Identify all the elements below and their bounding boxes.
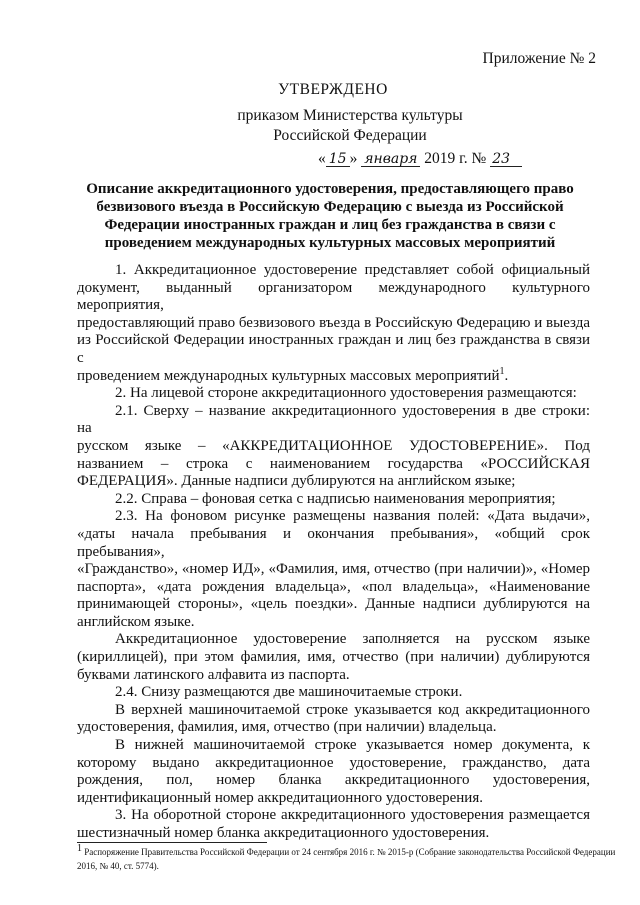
paragraph-line: «Гражданство», «номер ИД», «Фамилия, имя, отчество (при наличии)», «Номер (77, 561, 590, 578)
date-close-quote: » (349, 150, 358, 167)
paragraph-text: 2. На лицевой стороне аккредитационного удостоверения размещаются: (115, 385, 577, 402)
order-line-1: приказом Министерства культуры (237, 107, 463, 124)
paragraph-line: паспорта», «дата рождения владельца», «пол владельца», «Наименование (77, 578, 590, 595)
paragraph-last-line (77, 365, 590, 386)
document-body (77, 262, 590, 843)
paragraph-text: ФЕДЕРАЦИЯ». Данные надписи дублируются на английском языке; (77, 473, 516, 490)
paragraph-line: В нижней машиночитаемой строке указывается номер документа, к (115, 737, 590, 754)
order-date-line (318, 150, 522, 168)
paragraph-text: 2.4. Снизу размещаются две машиночитаемые строки. (115, 684, 463, 701)
paragraph-line: 3. На оборотной стороне аккредитационного удостоверения размещается (115, 807, 590, 824)
paragraph-last-line (77, 491, 590, 509)
paragraph-line: рождения, пол, номер бланка аккредитационного удостоверения, (77, 772, 590, 789)
paragraph-line: документ, выданный организатором международного культурного мероприятия, (77, 279, 590, 314)
paragraph-last-line (77, 667, 590, 685)
paragraph-last-line (77, 825, 590, 843)
paragraph-text: идентификационный номер аккредитационного удостоверения. (77, 789, 483, 806)
paragraph-last-line (77, 473, 590, 491)
paragraph-line: предоставляющий право безвизового въезда в Российскую Федерацию и выезда (77, 314, 590, 331)
footnote-reference: 1 (499, 365, 505, 377)
paragraph-text: проведением международных культурных массовых мероприятий (77, 367, 500, 384)
footnote-mark: 1 (77, 843, 82, 854)
paragraph-line: которому выдано аккредитационное удостоверение, гражданство, дата (77, 754, 590, 771)
paragraph-text: удостоверения, фамилия, имя, отчество (при наличии) владельца. (77, 719, 497, 736)
footnote-line-2: 2016, № 40, ст. 5774). (77, 861, 159, 871)
title-line: Федерации иностранных граждан и лиц без гражданства в связи с (104, 217, 556, 233)
paragraph-last-line (77, 790, 590, 808)
footnote-divider (77, 842, 267, 843)
paragraph-line: «даты начала пребывания и окончания пребывания», «общий срок пребывания», (77, 525, 590, 560)
order-line-2: Российской Федерации (273, 127, 427, 144)
appendix-label: Приложение № 2 (482, 50, 596, 67)
title-line: Описание аккредитационного удостоверения, предоставляющего право (86, 181, 574, 197)
paragraph-text: английском языке. (77, 613, 195, 630)
paragraph-end-punct: . (504, 367, 509, 384)
paragraph-text: 2.2. Справа – фоновая сетка с надписью наименования мероприятия; (115, 490, 556, 507)
paragraph-line: В верхней машиночитаемой строке указывается код аккредитационного (115, 701, 590, 718)
paragraph-line: 1. Аккредитационное удостоверение представляет собой официальный (115, 262, 590, 278)
paragraph-text: шестизначный номер бланка аккредитационного удостоверения. (77, 825, 490, 841)
paragraph-line: названием – строка с наименованием государства «РОССИЙСКАЯ (77, 455, 590, 472)
handwritten-day: 15 (326, 152, 350, 167)
paragraph-line: русском языке – «АККРЕДИТАЦИОННОЕ УДОСТОВЕРЕНИЕ». Под (77, 437, 590, 454)
approved-stamp: УТВЕРЖДЕНО (278, 81, 388, 98)
date-year: 2019 г. № (424, 150, 487, 167)
footnote (77, 843, 616, 873)
paragraph-line: 2.3. На фоновом рисунке размещены названия полей: «Дата выдачи», (115, 508, 590, 525)
paragraph-last-line (77, 385, 590, 403)
paragraph-line: из Российской Федерации иностранных граждан и лиц без гражданства в связи с (77, 332, 590, 366)
handwritten-order-number: 23 (490, 152, 522, 167)
paragraph-last-line (77, 614, 590, 632)
paragraph-last-line (77, 719, 590, 737)
paragraph-line: принимающей стороны», «цель поездки». Данные надписи дублируются на (77, 596, 590, 613)
paragraph-line: Аккредитационное удостоверение заполняется на русском языке (115, 631, 590, 648)
title-line: проведением международных культурных массовых мероприятий (104, 235, 556, 251)
document-title (70, 180, 590, 252)
paragraph-last-line (77, 684, 590, 702)
handwritten-month: января (361, 152, 420, 167)
title-line: безвизового въезда в Российскую Федерацию с выезда из Российской (96, 199, 564, 215)
paragraph-text: буквами латинского алфавита из паспорта. (77, 666, 350, 683)
paragraph-line: 2.1. Сверху – название аккредитационного удостоверения в две строки: на (77, 402, 590, 437)
date-open-quote: « (318, 150, 326, 167)
paragraph-line: (кириллицей), при этом фамилия, имя, отчество (при наличии) дублируются (77, 649, 590, 666)
footnote-line-1: 1 Распоряжение Правительства Российской Федерации от 24 сентября 2016 г. № 2015-р (Собрание законодательства Российской Федерации (77, 843, 616, 857)
